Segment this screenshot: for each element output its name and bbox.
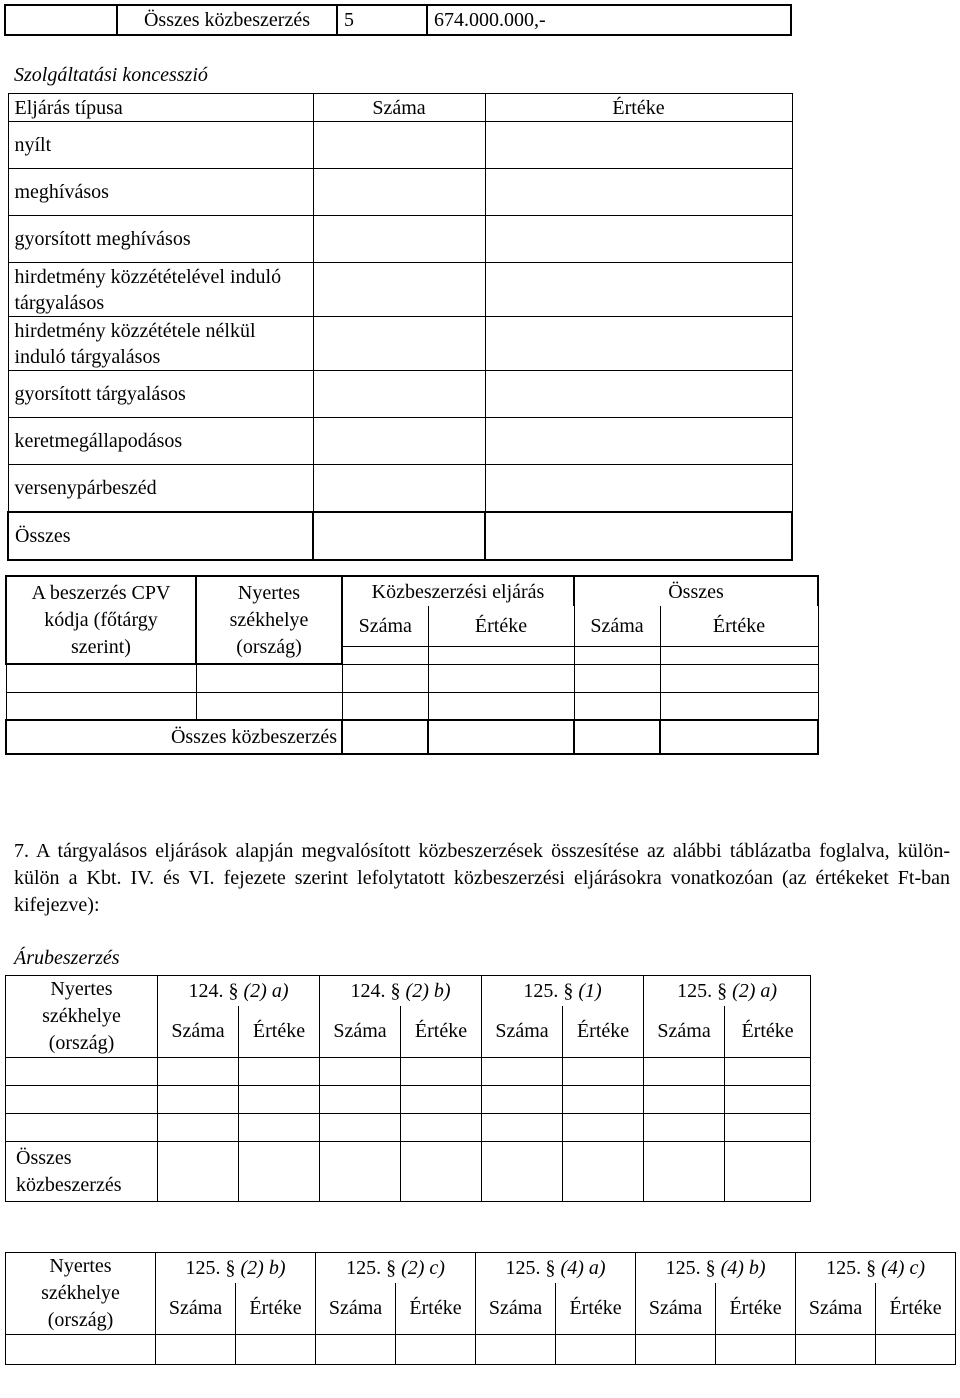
cpv-total-label: Összes közbeszerzés: [6, 720, 342, 754]
sub-count: Száma: [320, 1006, 401, 1058]
sub-value: Értéke: [236, 1283, 316, 1335]
cpv-table: [5, 575, 819, 755]
sub-count: Száma: [476, 1283, 556, 1335]
group-header-2: 125. § (2) c): [316, 1253, 476, 1283]
row-label: meghívásos: [8, 169, 313, 216]
row-label: gyorsított tárgyalásos: [8, 371, 313, 418]
header-winner-seat: Nyertes székhelye (ország): [6, 976, 158, 1058]
total-count: 5: [337, 5, 427, 35]
sub-value: Értéke: [725, 1006, 811, 1058]
sub-count: Száma: [574, 606, 660, 646]
row-label: hirdetmény közzététele nélkül induló tárgyalásos: [8, 317, 313, 371]
group-header-3: 125. § (1): [482, 976, 644, 1006]
summary-top-table: [4, 4, 792, 36]
sub-value: Értéke: [716, 1283, 796, 1335]
row-label: hirdetmény közzétételével induló tárgyalásos: [8, 263, 313, 317]
group-header-1: 124. § (2) a): [158, 976, 320, 1006]
header-count: Száma: [313, 94, 485, 122]
sub-count: Száma: [158, 1006, 239, 1058]
group-header-5: 125. § (4) c): [796, 1253, 956, 1283]
total-label: Összes közbeszerzés: [117, 5, 337, 35]
group-header-2: 124. § (2) b): [320, 976, 482, 1006]
sub-value: Értéke: [563, 1006, 644, 1058]
row-label: versenypárbeszéd: [8, 465, 313, 512]
goods-table-2: [5, 1252, 956, 1365]
sub-count: Száma: [316, 1283, 396, 1335]
sub-value: Értéke: [401, 1006, 482, 1058]
sub-count: Száma: [644, 1006, 725, 1058]
section-7-paragraph: 7. A tárgyalásos eljárások alapján megvalósított közbeszerzések összesítése az alábbi táblázatba foglalva, külön-külön a Kbt. IV. és VI. fejezete szerint lefolytatott közbeszerzési eljárásokra vonatkozóan (az értékeket Ft-ban kifejezve):: [14, 840, 950, 916]
total-value: 674.000.000,-: [427, 5, 791, 35]
header-procurement-procedure: Közbeszerzési eljárás: [342, 576, 574, 606]
sub-count: Száma: [796, 1283, 876, 1335]
header-winner-seat: Nyertes székhelye (ország): [6, 1253, 156, 1335]
header-winner-seat: Nyertes székhelye (ország): [196, 576, 342, 664]
sub-count: Száma: [482, 1006, 563, 1058]
header-value: Értéke: [485, 94, 792, 122]
goods-total-label: Összes közbeszerzés: [6, 1142, 158, 1202]
goods-title: Árubeszerzés: [14, 947, 120, 969]
row-label: nyílt: [8, 122, 313, 169]
concession-table: [7, 93, 793, 561]
sub-value: Értéke: [876, 1283, 956, 1335]
group-header-3: 125. § (4) a): [476, 1253, 636, 1283]
header-procedure-type: Eljárás típusa: [8, 94, 313, 122]
row-label: gyorsított meghívásos: [8, 216, 313, 263]
sub-count: Száma: [156, 1283, 236, 1335]
concession-title: Szolgáltatási koncesszió: [14, 64, 208, 86]
sub-count: Száma: [342, 606, 428, 646]
header-total: Összes: [574, 576, 818, 606]
sub-value: Értéke: [396, 1283, 476, 1335]
group-header-4: 125. § (2) a): [644, 976, 811, 1006]
empty-cell: [5, 5, 117, 35]
goods-table-1: [5, 975, 811, 1202]
group-header-1: 125. § (2) b): [156, 1253, 316, 1283]
sub-value: Értéke: [660, 606, 818, 646]
header-cpv: A beszerzés CPV kódja (főtárgy szerint): [6, 576, 196, 664]
sub-count: Száma: [636, 1283, 716, 1335]
sub-value: Értéke: [428, 606, 574, 646]
row-label-total: Összes: [8, 512, 313, 560]
group-header-4: 125. § (4) b): [636, 1253, 796, 1283]
row-label: keretmegállapodásos: [8, 418, 313, 465]
sub-value: Értéke: [556, 1283, 636, 1335]
sub-value: Értéke: [239, 1006, 320, 1058]
